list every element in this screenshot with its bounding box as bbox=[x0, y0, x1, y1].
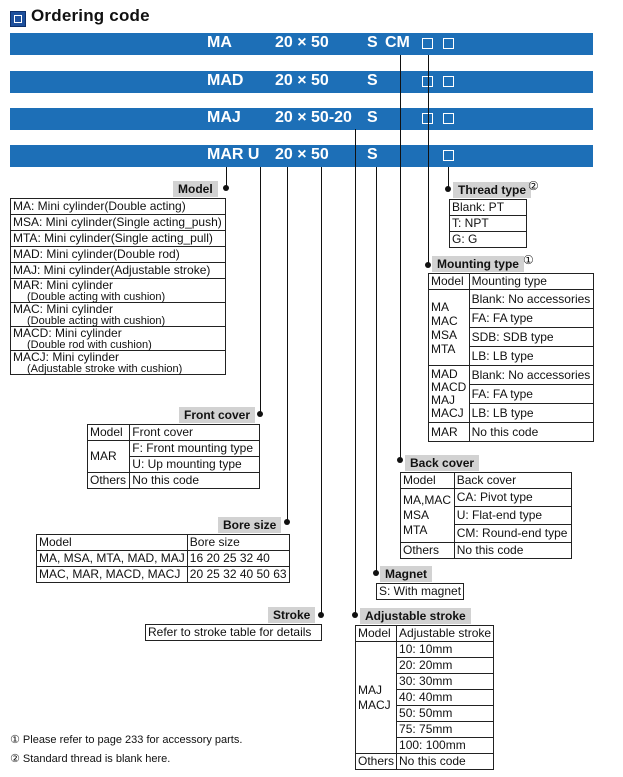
table-header: Model bbox=[356, 626, 397, 642]
table-cell: 16 20 25 32 40 bbox=[187, 551, 289, 567]
table-cell: Blank: No accessories bbox=[469, 366, 593, 385]
table-cell: No this code bbox=[469, 423, 593, 442]
connector-dot bbox=[257, 411, 263, 417]
model-group-cell: MAJ MACJ bbox=[356, 642, 397, 754]
front-cover-table bbox=[87, 424, 260, 489]
section-icon bbox=[10, 11, 26, 27]
connector-line bbox=[260, 167, 261, 414]
model-tag: Model bbox=[173, 181, 218, 197]
table-cell: No this code bbox=[454, 543, 571, 559]
table-header: Back cover bbox=[454, 473, 571, 489]
stroke-table bbox=[145, 624, 322, 641]
code-bar-mar bbox=[10, 145, 593, 167]
table-cell: LB: LB type bbox=[469, 347, 593, 366]
table-cell: F: Front mounting type bbox=[130, 441, 260, 457]
table-cell: FA: FA type bbox=[469, 385, 593, 404]
code-box bbox=[443, 38, 454, 49]
table-header: Mounting type bbox=[469, 274, 593, 290]
connector-dot bbox=[373, 570, 379, 576]
note-mark-1: ① bbox=[523, 253, 534, 267]
table-cell: CA: Pivot type bbox=[454, 489, 571, 507]
connector-line bbox=[376, 167, 377, 573]
table-cell: MTA: Mini cylinder(Single acting_pull) bbox=[11, 231, 226, 247]
back-cover-table bbox=[400, 472, 572, 559]
connector-line bbox=[400, 55, 401, 460]
bar-magnet: S bbox=[367, 34, 378, 51]
table-header: Model bbox=[401, 473, 455, 489]
table-cell: U: Flat-end type bbox=[454, 507, 571, 525]
page-title: Ordering code bbox=[31, 6, 150, 25]
code-bar-maj bbox=[10, 108, 593, 130]
table-cell: MA: Mini cylinder(Double acting) bbox=[11, 199, 226, 215]
table-cell: LB: LB type bbox=[469, 404, 593, 423]
table-cell: MAD: Mini cylinder(Double rod) bbox=[11, 247, 226, 263]
table-cell: 50: 50mm bbox=[397, 706, 494, 722]
table-header: Model bbox=[37, 535, 188, 551]
code-bar-ma bbox=[10, 33, 593, 55]
magnet-tag: Magnet bbox=[380, 566, 432, 582]
bar-magnet: S bbox=[367, 109, 378, 126]
table-cell: FA: FA type bbox=[469, 309, 593, 328]
table-cell: 20: 20mm bbox=[397, 658, 494, 674]
front-cover-tag: Front cover bbox=[179, 407, 255, 423]
model-group-cell: MA,MAC MSA MTA bbox=[401, 489, 455, 543]
code-box bbox=[443, 76, 454, 87]
table-cell: Blank: No accessories bbox=[469, 290, 593, 309]
thread-type-tag: Thread type bbox=[453, 182, 531, 198]
table-cell: S: With magnet bbox=[377, 584, 464, 600]
model-group-cell: MA MAC MSA MTA bbox=[429, 290, 470, 366]
table-cell: G: G bbox=[450, 232, 527, 248]
code-box bbox=[443, 150, 454, 161]
table-cell: Blank: PT bbox=[450, 200, 527, 216]
table-cell: SDB: SDB type bbox=[469, 328, 593, 347]
table-header: Front cover bbox=[130, 425, 260, 441]
connector-line bbox=[287, 167, 288, 522]
connector-line bbox=[321, 167, 322, 615]
table-header: Bore size bbox=[187, 535, 289, 551]
table-cell: No this code bbox=[397, 754, 494, 770]
bar-model: MAJ bbox=[207, 109, 241, 126]
table-cell: No this code bbox=[130, 473, 260, 489]
table-cell: MAC: Mini cylinder (Double acting with cushion) bbox=[11, 303, 226, 327]
stroke-tag: Stroke bbox=[268, 607, 315, 623]
table-cell: MAJ: Mini cylinder(Adjustable stroke) bbox=[11, 263, 226, 279]
table-cell: Refer to stroke table for details bbox=[146, 625, 322, 641]
back-cover-tag: Back cover bbox=[405, 455, 479, 471]
adjustable-stroke-table bbox=[355, 625, 494, 770]
bar-model: MAR U bbox=[207, 146, 260, 163]
table-cell: Others bbox=[356, 754, 397, 770]
table-cell: MA, MSA, MTA, MAD, MAJ bbox=[37, 551, 188, 567]
table-cell: MACJ: Mini cylinder (Adjustable stroke with cushion) bbox=[11, 351, 226, 375]
connector-dot bbox=[223, 185, 229, 191]
table-cell: 10: 10mm bbox=[397, 642, 494, 658]
bar-size: 20 × 50 bbox=[275, 146, 329, 163]
bar-magnet: S bbox=[367, 72, 378, 89]
table-header: Model bbox=[429, 274, 470, 290]
connector-dot bbox=[425, 262, 431, 268]
table-cell: MAR bbox=[88, 441, 130, 473]
bore-size-tag: Bore size bbox=[218, 517, 281, 533]
table-cell: MAC, MAR, MACD, MACJ bbox=[37, 567, 188, 583]
adjustable-stroke-tag: Adjustable stroke bbox=[360, 608, 471, 624]
connector-line bbox=[428, 55, 429, 265]
code-box bbox=[422, 38, 433, 49]
table-cell: U: Up mounting type bbox=[130, 457, 260, 473]
thread-type-table bbox=[449, 199, 527, 248]
connector-dot bbox=[352, 612, 358, 618]
code-box bbox=[443, 113, 454, 124]
model-group-cell: MAD MACD MAJ MACJ bbox=[429, 366, 470, 423]
connector-dot bbox=[284, 519, 290, 525]
bar-extra: CM bbox=[385, 34, 410, 51]
bar-model: MAD bbox=[207, 72, 244, 89]
table-cell: Others bbox=[401, 543, 455, 559]
code-bar-mad bbox=[10, 71, 593, 93]
table-cell: 20 25 32 40 50 63 bbox=[187, 567, 289, 583]
bar-model: MA bbox=[207, 34, 232, 51]
table-cell: 100: 100mm bbox=[397, 738, 494, 754]
table-header: Adjustable stroke bbox=[397, 626, 494, 642]
footnote-1: ① Please refer to page 233 for accessory parts. bbox=[10, 734, 243, 746]
magnet-table bbox=[376, 583, 464, 600]
table-cell: 30: 30mm bbox=[397, 674, 494, 690]
bar-size: 20 × 50 bbox=[275, 72, 329, 89]
table-cell: Others bbox=[88, 473, 130, 489]
footnote-2: ② Standard thread is blank here. bbox=[10, 753, 171, 765]
bar-size: 20 × 50-20 bbox=[275, 109, 352, 126]
table-cell: 75: 75mm bbox=[397, 722, 494, 738]
connector-dot bbox=[397, 457, 403, 463]
connector-dot bbox=[445, 186, 451, 192]
note-mark-2: ② bbox=[528, 179, 539, 193]
model-table bbox=[10, 198, 226, 375]
table-cell: 40: 40mm bbox=[397, 690, 494, 706]
table-cell: T: NPT bbox=[450, 216, 527, 232]
connector-dot bbox=[318, 612, 324, 618]
bar-magnet: S bbox=[367, 146, 378, 163]
table-cell: MAR: Mini cylinder (Double acting with cushion) bbox=[11, 279, 226, 303]
table-cell: MSA: Mini cylinder(Single acting_push) bbox=[11, 215, 226, 231]
bar-size: 20 × 50 bbox=[275, 34, 329, 51]
mounting-type-table bbox=[428, 273, 594, 442]
table-cell: CM: Round-end type bbox=[454, 525, 571, 543]
table-header: Model bbox=[88, 425, 130, 441]
table-cell: MAR bbox=[429, 423, 470, 442]
connector-line bbox=[355, 129, 356, 615]
mounting-type-tag: Mounting type bbox=[432, 256, 524, 272]
table-cell: MACD: Mini cylinder (Double rod with cushion) bbox=[11, 327, 226, 351]
bore-size-table bbox=[36, 534, 290, 583]
